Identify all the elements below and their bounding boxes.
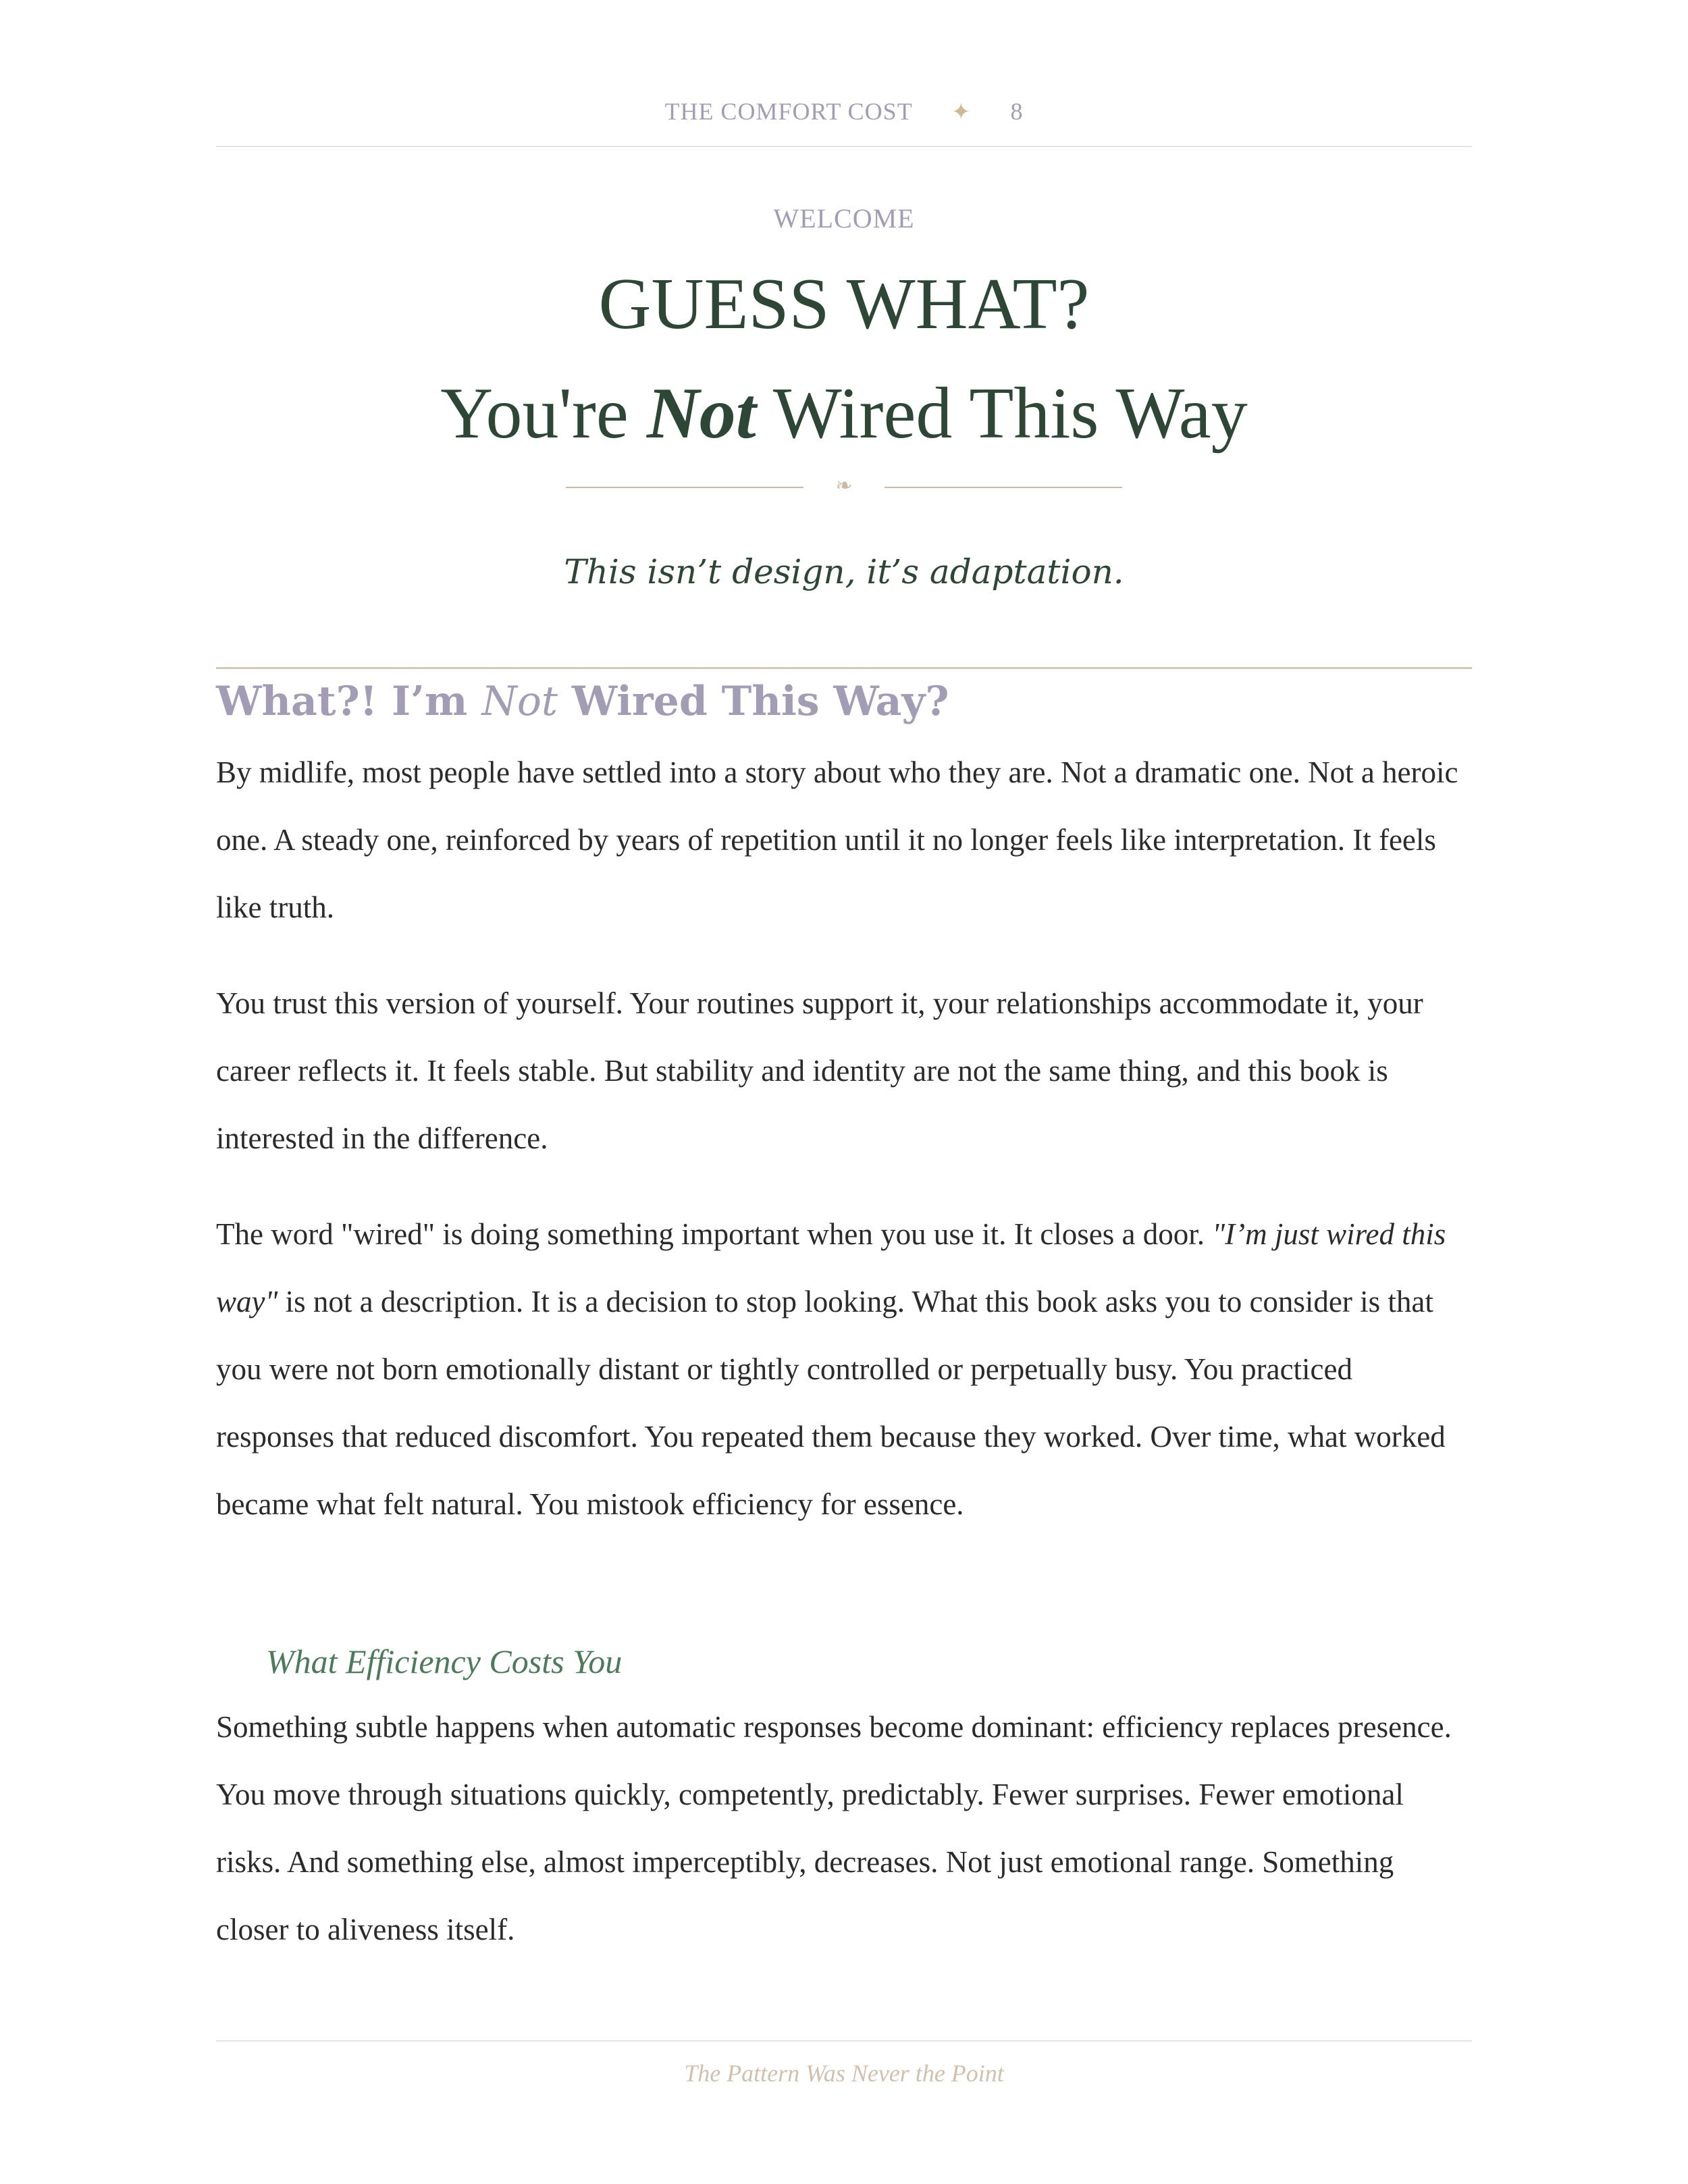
ornament-line-left — [566, 487, 803, 488]
star-ornament-icon: ✦ — [951, 100, 972, 125]
paragraph-text: is not a description. It is a decision to stop looking. What this book asks you to consider is that you were not born emotionally distant or tightly controlled or perpetually busy. You practiced responses that reduced discomfort. You repeated them because they worked. Over time, what worked became what felt natural. You mistook efficiency for essence. — [216, 1285, 1446, 1521]
quoted-phrase: "I’m just wired this way" — [216, 1217, 1446, 1319]
book-page — [216, 0, 1472, 2184]
title-ornament-divider — [216, 473, 1472, 500]
chapter-title-line-1: GUESS WHAT? — [598, 264, 1090, 344]
page-number: 8 — [1010, 98, 1024, 125]
section-heading — [216, 678, 1472, 725]
footer-divider — [216, 2040, 1472, 2042]
heading-text: What?! I’m — [216, 678, 482, 725]
title-text: You're — [440, 373, 647, 454]
running-footer: The Pattern Was Never the Point — [684, 2060, 1004, 2087]
section-divider — [216, 667, 1472, 669]
heading-text: Wired This Way? — [558, 678, 949, 725]
heading-emphasis: Not — [481, 678, 558, 725]
body-paragraph-1: By midlife, most people have settled into a story about who they are. Not a dramatic one. Not a heroic one. A steady one, reinforced by years of repetition until it no longer feels like interpretation. It feels like truth. — [216, 755, 1458, 924]
ornament-line-right — [885, 487, 1122, 488]
header-divider — [216, 146, 1472, 147]
book-title: THE COMFORT COST — [664, 98, 913, 125]
body-paragraph-4: Something subtle happens when automatic responses become dominant: efficiency replaces presence. You move through situations quickly, competently, predictably. Fewer surprises. Fewer emotional risks. And something else, almost imperceptibly, decreases. Not just emotional range. Something closer to aliveness itself. — [216, 1710, 1452, 1946]
epigraph: This isn’t design, it’s adaptation. — [564, 552, 1124, 591]
running-header — [216, 97, 1472, 126]
chapter-kicker: WELCOME — [773, 203, 915, 234]
title-emphasis: Not — [646, 373, 756, 454]
body-paragraph-3 — [216, 1200, 1472, 1538]
fleuron-icon: ❧ — [835, 474, 853, 498]
paragraph-text: The word "wired" is doing something important when you use it. It closes a door. — [216, 1217, 1213, 1251]
subsection-heading: What Efficiency Costs You — [266, 1643, 623, 1680]
body-paragraph-2: You trust this version of yourself. Your routines support it, your relationships accommodate it, your career reflects it. It feels stable. But stability and identity are not the same thing, and this book is interested in the difference. — [216, 986, 1423, 1155]
title-text: Wired This Way — [756, 373, 1248, 454]
chapter-title-line-2 — [216, 370, 1472, 458]
